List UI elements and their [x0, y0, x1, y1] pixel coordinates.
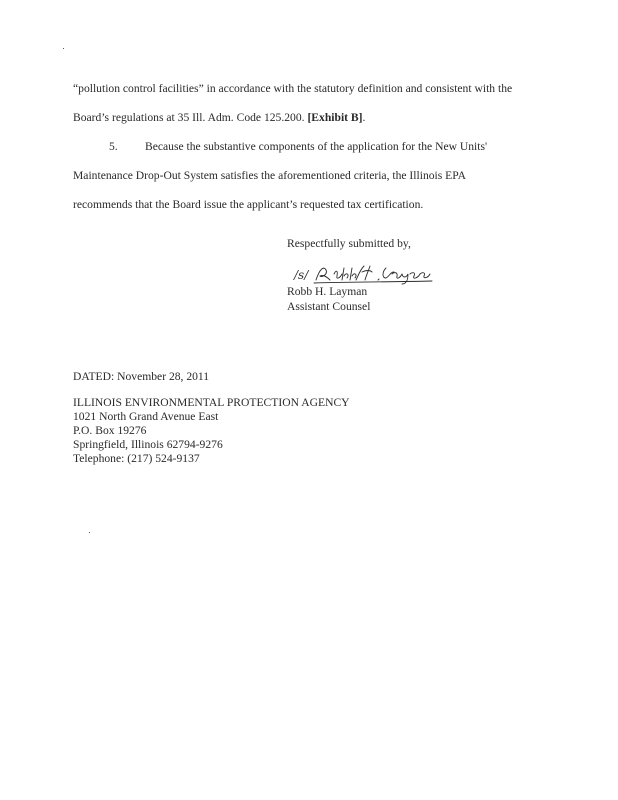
agency-city: Springfield, Illinois 62794-9276: [73, 438, 223, 451]
scan-speck: [63, 48, 64, 49]
closing-text: Respectfully submitted by,: [287, 237, 411, 250]
paragraph-5-line-2: Maintenance Drop-Out System satisfies the aforementioned criteria, the Illinois EPA: [73, 169, 467, 182]
scan-speck: [89, 532, 90, 533]
paragraph-number: 5.: [109, 140, 118, 153]
paragraph-5-line-1: Because the substantive components of the application for the New Units': [145, 140, 488, 153]
agency-name: ILLINOIS ENVIRONMENTAL PROTECTION AGENCY: [73, 396, 350, 409]
agency-telephone: Telephone: (217) 524-9137: [73, 452, 200, 465]
agency-street: 1021 North Grand Avenue East: [73, 410, 219, 423]
signer-name: Robb H. Layman: [287, 285, 368, 298]
exhibit-reference: [Exhibit B]: [307, 111, 363, 124]
body-line-2-text: Board’s regulations at 35 Ill. Adm. Code 125.200.: [73, 111, 308, 124]
agency-po-box: P.O. Box 19276: [73, 424, 147, 437]
signature: [290, 262, 440, 286]
dated-line: DATED: November 28, 2011: [73, 370, 210, 383]
body-line-2: [73, 111, 365, 124]
signature-prefix: /s/: [294, 268, 309, 282]
body-line-1: “pollution control facilities” in accordance with the statutory definition and consistent with the: [73, 82, 513, 95]
body-line-2-end: .: [362, 111, 366, 124]
paragraph-5-line-3: recommends that the Board issue the applicant’s requested tax certification.: [73, 198, 424, 211]
handwritten-signature: [290, 262, 440, 286]
signer-title: Assistant Counsel: [287, 300, 371, 313]
